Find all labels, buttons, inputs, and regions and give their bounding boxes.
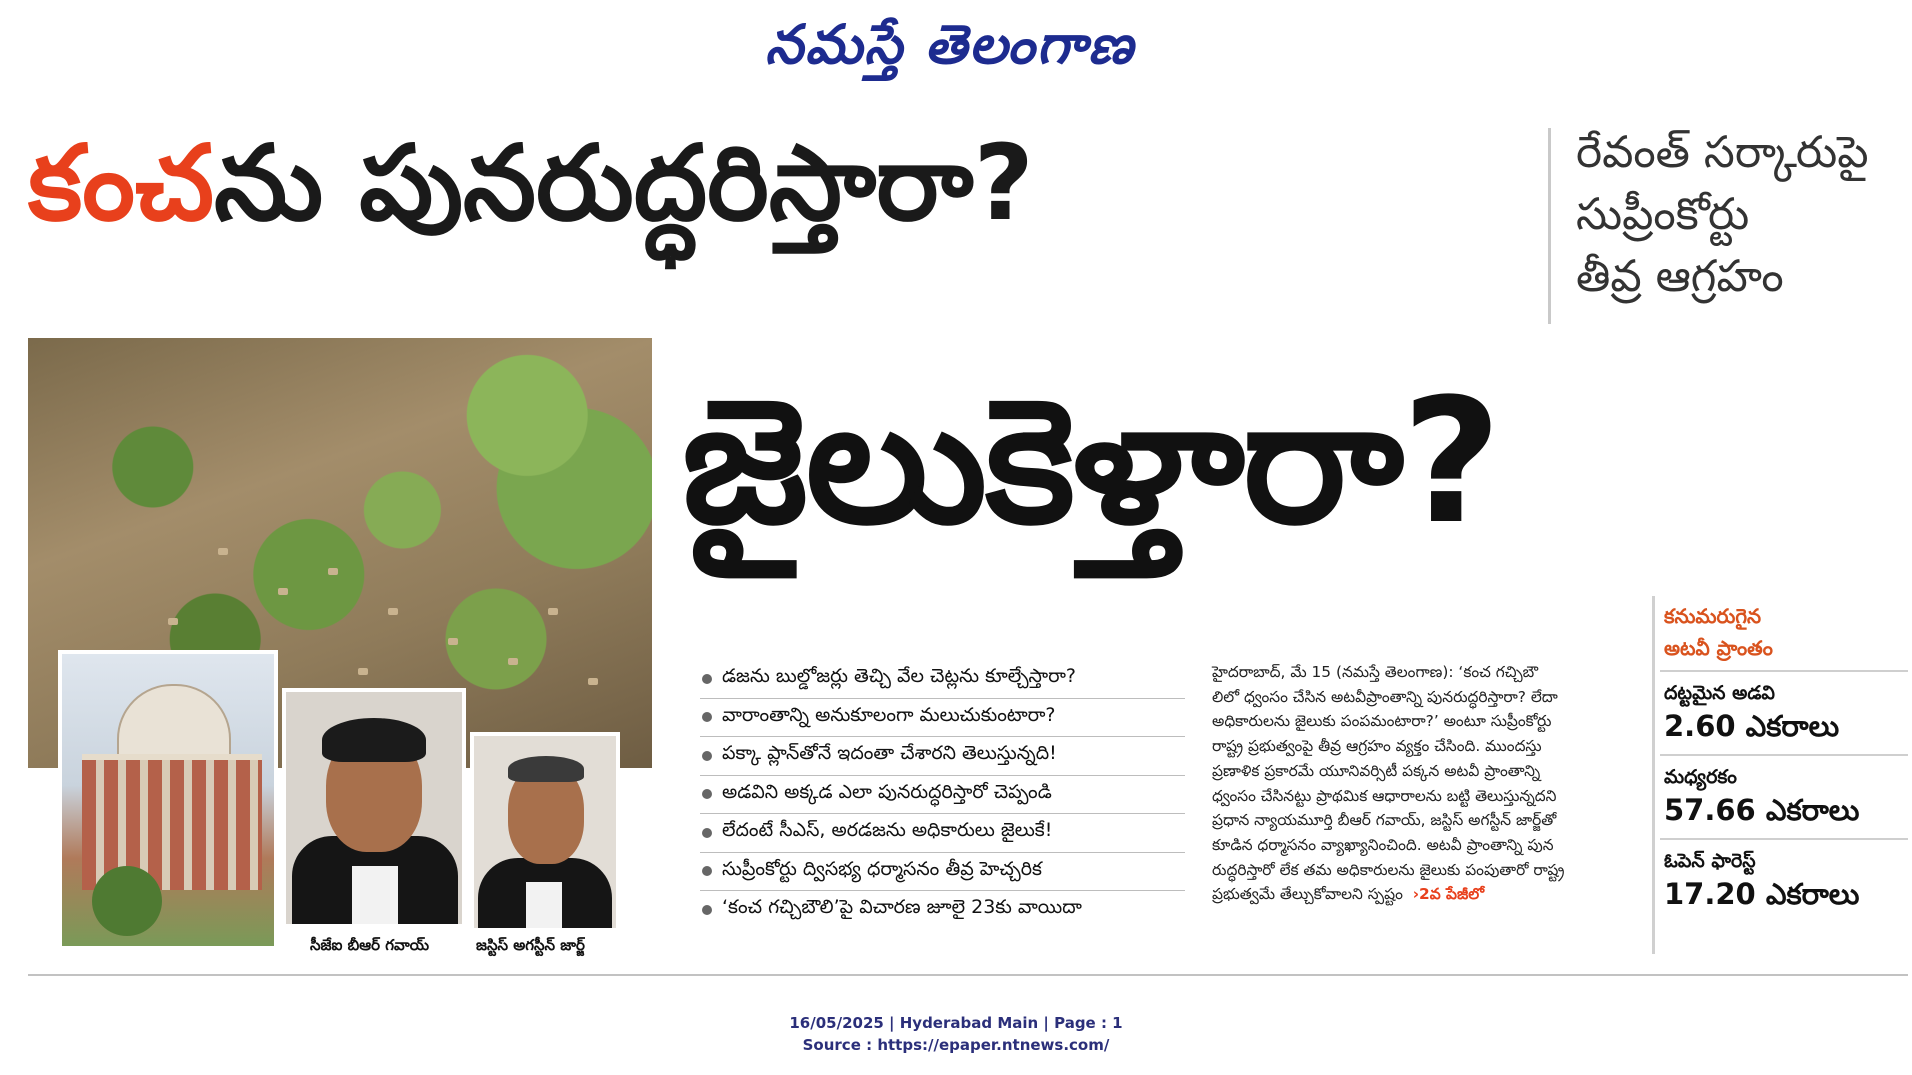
bullet-list	[700, 660, 1185, 929]
article-line: ధ్వంసం చేసినట్టు ప్రాథమిక ఆధారాలను బట్టి తెలుస్తున్నదని	[1212, 786, 1557, 805]
list-item: డజను బుల్డోజర్లు తెచ్చి వేల చెట్లను కూల్చేస్తారా?	[700, 660, 1185, 699]
stat-label: ఓపెన్ ఫారెస్ట్	[1664, 850, 1756, 872]
sidebar-heading: కనుమరుగైన అటవీ ప్రాంతం	[1660, 596, 1908, 672]
stat-value: 57.66 ఎకరాలు	[1664, 793, 1860, 827]
bullet-icon	[702, 789, 712, 799]
headline-rest: ను పునరుద్ధరిస్తారా?	[214, 122, 1034, 244]
article-body	[1212, 660, 1565, 907]
bullet-icon	[702, 828, 712, 838]
article-line: రాష్ట్ర ప్రభుత్వంపై తీవ్ర ఆగ్రహం వ్యక్తం చేసింది. ముందస్తు	[1212, 737, 1542, 756]
list-item: లేదంటే సీఎస్, అరడజను అధికారులు జైలుకే!	[700, 814, 1185, 853]
article-line-last: ప్రభుత్వమే తేల్చుకోవాలని స్పష్టం ›2వ పేజీలో	[1212, 885, 1485, 904]
caption-justice: జస్టిస్ అగస్టీన్ జార్జ్	[476, 936, 585, 954]
list-item: అడవిని అక్కడ ఎలా పునరుద్ధరిస్తారో చెప్పండి	[700, 776, 1185, 815]
list-item: పక్కా ప్లాన్‌తోనే ఇదంతా చేశారని తెలుస్తున్నది!	[700, 737, 1185, 776]
footer-source-link[interactable]: Source : https://epaper.ntnews.com/	[802, 1036, 1110, 1054]
caption-cji: సీజేఐ బీఆర్ గవాయ్	[310, 936, 430, 954]
deck-divider	[1548, 128, 1551, 324]
sidebar-stat	[1660, 672, 1908, 756]
bullet-icon	[702, 712, 712, 722]
stat-label: దట్టమైన అడవి	[1664, 682, 1775, 704]
sidebar-stat	[1660, 756, 1908, 840]
stat-value: 2.60 ఎకరాలు	[1664, 709, 1840, 743]
page-footer	[556, 1012, 1356, 1056]
masthead-logo: నమస్తే తెలంగాణ	[765, 12, 1135, 76]
list-item: ‘కంచ గచ్చిబౌలి’పై విచారణ జూలై 23కు వాయిదా	[700, 891, 1185, 929]
article-line: రుద్ధరిస్తారో లేక తమ అధికారులను జైలుకు పంపుతారో రాష్ట్ర	[1212, 860, 1565, 879]
justice-portrait-photo	[470, 732, 620, 932]
footer-edition-info: 16/05/2025 | Hyderabad Main | Page : 1	[789, 1014, 1123, 1032]
bullet-icon	[702, 905, 712, 915]
bullet-icon	[702, 751, 712, 761]
stat-value: 17.20 ఎకరాలు	[1664, 877, 1860, 911]
supreme-court-photo	[58, 650, 278, 950]
deck-line: సుప్రీంకోర్టు	[1576, 189, 1750, 240]
sidebar-divider	[1652, 596, 1655, 954]
list-item: సుప్రీంకోర్టు ద్విసభ్య ధర్మాసనం తీవ్ర హెచ్చరిక	[700, 853, 1185, 892]
bullet-icon	[702, 866, 712, 876]
article-line: ప్రణాళిక ప్రకారమే యూనివర్సిటీ పక్కన అటవీ ప్రాంతాన్ని	[1212, 761, 1541, 780]
deck-line: తీవ్ర ఆగ్రహం	[1576, 251, 1784, 302]
forest-loss-sidebar	[1660, 596, 1908, 922]
article-line: లిలో ధ్వంసం చేసిన అటవీప్రాంతాన్ని పునరుద్ధరిస్తారా? లేదా	[1212, 687, 1558, 706]
deck-line: రేవంత్ సర్కారుపై	[1576, 127, 1869, 178]
article-line: ప్రధాన న్యాయమూర్తి బీఆర్ గవాయ్, జస్టిస్ అగస్టీన్ జార్జ్‌తో	[1212, 811, 1557, 830]
article-line: అధికారులను జైలుకు పంపమంటారా?’ అంటూ సుప్రీంకోర్టు	[1212, 712, 1552, 731]
sidebar-stat	[1660, 840, 1908, 922]
bullet-icon	[702, 674, 712, 684]
page-divider	[28, 974, 1908, 976]
cji-portrait-photo	[282, 688, 466, 928]
headline-deck	[1576, 122, 1906, 308]
headline-primary	[28, 118, 1034, 248]
list-item: వారాంతాన్ని అనుకూలంగా మలుచుకుంటారా?	[700, 699, 1185, 738]
headline-secondary: జైలుకెళ్తారా?	[682, 361, 1500, 562]
article-line: హైదరాబాద్, మే 15 (నమస్తే తెలంగాణ): ‘కంచ గచ్చిబౌ	[1212, 663, 1539, 681]
stat-label: మధ్యరకం	[1664, 766, 1737, 788]
continued-link[interactable]: ›2వ పేజీలో	[1412, 885, 1485, 904]
headline-highlight: కంచ	[28, 122, 215, 244]
article-line: కూడిన ధర్మాసనం వ్యాఖ్యానించింది. అటవీ ప్రాంతాన్ని పున	[1212, 835, 1554, 854]
